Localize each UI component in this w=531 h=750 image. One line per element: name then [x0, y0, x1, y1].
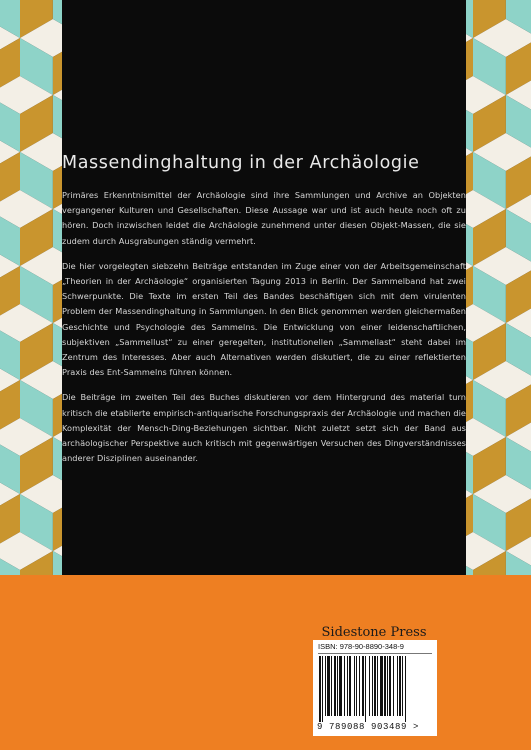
- barcode-bar: [354, 656, 355, 716]
- barcode-bar: [331, 656, 332, 716]
- barcode-bar: [325, 656, 326, 716]
- barcode-bar: [322, 656, 323, 722]
- barcode-bar: [384, 656, 386, 716]
- barcode-bar: [374, 656, 376, 716]
- barcode-bar: [369, 656, 370, 716]
- barcode-bar: [399, 656, 401, 716]
- barcode-bar: [356, 656, 357, 716]
- barcode-bar: [347, 656, 348, 716]
- barcode: [319, 656, 431, 722]
- barcode-bar: [334, 656, 336, 716]
- barcode-bar: [327, 656, 330, 716]
- barcode-bar: [387, 656, 388, 716]
- blurb-paragraph-2: Die hier vorgelegten siebzehn Beiträge entstanden im Zuge einer von der Arbeitsgemeinschaft „Theorien in der Archäologie“ organisierten Tagung 2013 in Berlin. Der Sammelband hat zwei Schwerpunkte. Die Texte im ersten Teil des Bandes beschäftigen sich mit dem virulenten Problem der Massendinghaltung in Sammlungen. In den Blick genommen werden gleichermaßen Geschichte und Psychologie des Sammelns. Die Entwicklung von einer leidenschaftlichen, subjektiven „Sammellust“ zu einer geregelten, institutionellen „Sammellast“ steht dabei im Zentrum des Interesses. Aber auch Alternativen werden diskutiert, die zu einer reflektierten Praxis des Ent-Sammelns führen können.: [62, 260, 466, 378]
- barcode-bar: [405, 656, 406, 722]
- blurb: [62, 188, 466, 476]
- barcode-bar: [337, 656, 338, 716]
- barcode-bar: [339, 656, 342, 716]
- barcode-digits: 9 789088 903489 >: [317, 722, 420, 732]
- barcode-bar: [349, 656, 351, 716]
- barcode-bar: [377, 656, 378, 716]
- barcode-bar: [380, 656, 383, 716]
- barcode-bar: [319, 656, 321, 722]
- blurb-paragraph-3: Die Beiträge im zweiten Teil des Buches diskutieren vor dem Hintergrund des material turn kritisch die etablierte empirisch-antiquarische Forschungspraxis der Archäologie und machen die Komplexität der Mensch-Ding-Beziehungen sichtbar. Nicht zuletzt setzt sich der Band aus archäologischer Perspektive auch kritisch mit gegenwärtigen Versuchen des Dingverständnisses anderer Disziplinen auseinander.: [62, 392, 466, 464]
- barcode-box: [313, 640, 437, 736]
- barcode-bar: [372, 656, 373, 716]
- right-isometric-pattern: [465, 0, 531, 575]
- cover-bottom-band: [0, 575, 531, 750]
- cube-face: [465, 0, 473, 38]
- book-title: Massendinghaltung in der Archäologie: [62, 153, 420, 173]
- isbn-number: 978-90-8890-348-9: [339, 642, 404, 651]
- barcode-bar: [393, 656, 394, 716]
- isbn-line: [318, 642, 432, 654]
- isbn-label: ISBN:: [318, 642, 338, 651]
- publisher-name: Sidestone Press: [321, 625, 427, 640]
- barcode-bar: [344, 656, 345, 716]
- barcode-bar: [359, 656, 360, 716]
- left-isometric-pattern: [0, 0, 66, 575]
- barcode-bar: [362, 656, 364, 716]
- barcode-bar: [402, 656, 403, 716]
- barcode-bar: [397, 656, 398, 716]
- barcode-bar: [389, 656, 391, 716]
- barcode-bar: [365, 656, 366, 722]
- blurb-paragraph-1: Primäres Erkenntnismittel der Archäologie sind ihre Sammlungen und Archive an Objekten vergangener Kulturen und Gesellschaften. Diese Aussage war und ist auch heute noch oft zu hören. Doch inzwischen leidet die Archäologie zunehmend unter diesen Objekt-Massen, die sie zudem durch Ausgrabungen ständig vermehrt.: [62, 190, 466, 246]
